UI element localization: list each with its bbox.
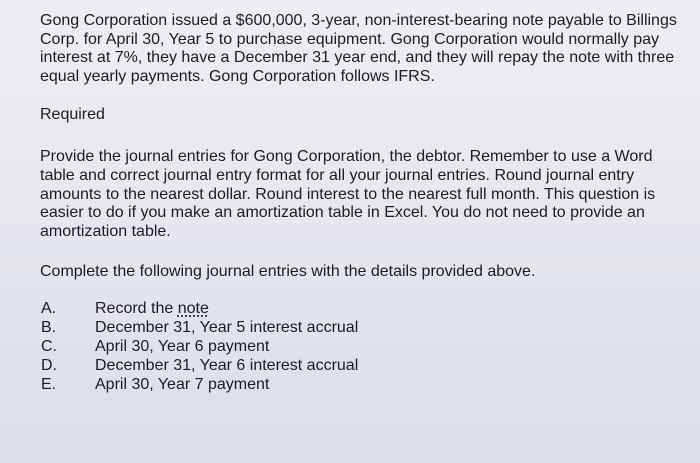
list-item-c — [40, 337, 686, 356]
list-item-prefix: Record the — [95, 300, 178, 318]
list-item-text: December 31, Year 5 interest accrual — [95, 319, 359, 337]
required-heading: Required — [40, 106, 105, 124]
list-item-text: April 30, Year 7 payment — [95, 376, 270, 394]
list-item-text: April 30, Year 6 payment — [95, 338, 270, 356]
list-letter: B. — [41, 319, 57, 337]
journal-entry-list — [40, 299, 686, 394]
list-letter: C. — [41, 338, 57, 356]
list-item-a — [40, 299, 686, 318]
list-item-text — [95, 299, 209, 318]
instructions-paragraph: Provide the journal entries for Gong Corporation, the debtor. Remember to use a Word table and correct journal entry format for all your journal entries. Round journal entry amounts to the nearest dollar. Round interest to the nearest full month. This question is easier to do if you make an amortization table in Excel. You do not need to provide an amortization table. — [40, 148, 656, 240]
intro-paragraph: Gong Corporation issued a $600,000, 3-year, non-interest-bearing note payable to Billings Corp. for April 30, Year 5 to purchase equipment. Gong Corporation would normally pay interest at 7%, they have a December 31 year end, and they will repay the note with three equal yearly payments. Gong Corporation follows IFRS. — [40, 12, 677, 85]
list-letter: E. — [41, 376, 57, 394]
complete-prompt: Complete the following journal entries with the details provided above. — [40, 263, 536, 281]
list-letter: D. — [41, 357, 57, 375]
list-letter: A. — [41, 300, 57, 318]
list-item-e — [40, 375, 686, 394]
list-item-b — [40, 318, 686, 337]
note-word: note — [177, 300, 209, 318]
list-item-text: December 31, Year 6 interest accrual — [95, 357, 359, 375]
list-item-d — [40, 356, 686, 375]
